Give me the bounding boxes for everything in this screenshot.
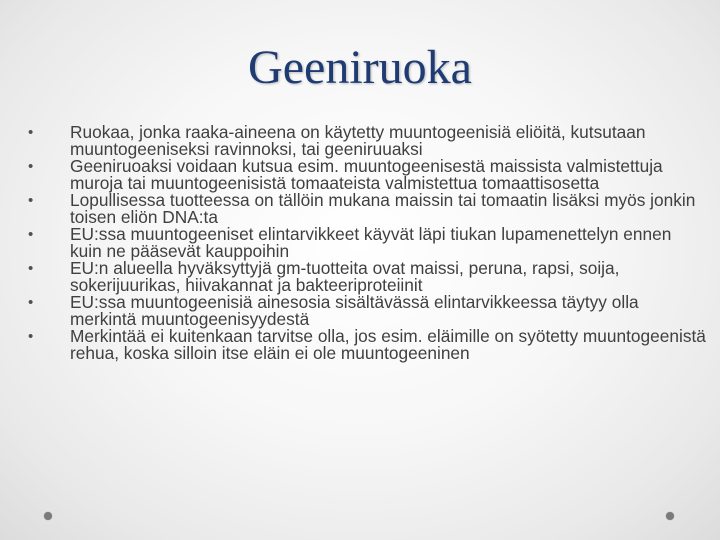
bullet-icon: •: [28, 226, 34, 243]
bullet-text: Geeniruoaksi voidaan kutsua esim. muuntogeenisestä maissista valmistettuja muroja tai muuntogeenisistä tomaateista valmistettua tomaattisosetta: [70, 156, 663, 193]
bullet-item: [26, 294, 706, 328]
slide-title: Geeniruoka: [248, 41, 472, 94]
bullet-icon: •: [28, 124, 34, 141]
bullet-icon: •: [28, 158, 34, 175]
bullet-item: [26, 192, 706, 226]
bullet-icon: •: [28, 294, 34, 311]
bullet-list: [26, 124, 706, 362]
bullet-item: [26, 226, 706, 260]
bullet-text: EU:ssa muuntogeenisiä ainesosia sisältävässä elintarvikkeessa täytyy olla merkintä muuntogeenisyydestä: [70, 292, 639, 329]
bullet-text: Merkintää ei kuitenkaan tarvitse olla, jos esim. eläimille on syötetty muuntogeenistä rehua, koska silloin itse eläin ei ole muuntogeeninen: [70, 326, 706, 363]
bullet-item: [26, 328, 706, 362]
decorative-dot-icon: [44, 512, 52, 520]
bullet-item: [26, 124, 706, 158]
bullet-text: Ruokaa, jonka raaka-aineena on käytetty muuntogeenisiä eliöitä, kutsutaan muuntogeeniseksi ravinnoksi, tai geeniruuaksi: [70, 122, 646, 159]
bullet-item: [26, 260, 706, 294]
bullet-text: Lopullisessa tuotteessa on tällöin mukana maissin tai tomaatin lisäksi myös jonkin toisen eliön DNA:ta: [70, 190, 696, 227]
bullet-icon: •: [28, 260, 34, 277]
bullet-icon: •: [28, 328, 34, 345]
bullet-text: EU:n alueella hyväksyttyjä gm-tuotteita ovat maissi, peruna, rapsi, soija, sokerijuurikas, hiivakannat ja bakteeriproteiinit: [70, 258, 620, 295]
decorative-dot-icon: [666, 512, 674, 520]
bullet-icon: •: [28, 192, 34, 209]
bullet-item: [26, 158, 706, 192]
bullet-text: EU:ssa muuntogeeniset elintarvikkeet käyvät läpi tiukan lupamenettelyn ennen kuin ne pääsevät kauppoihin: [70, 224, 672, 261]
